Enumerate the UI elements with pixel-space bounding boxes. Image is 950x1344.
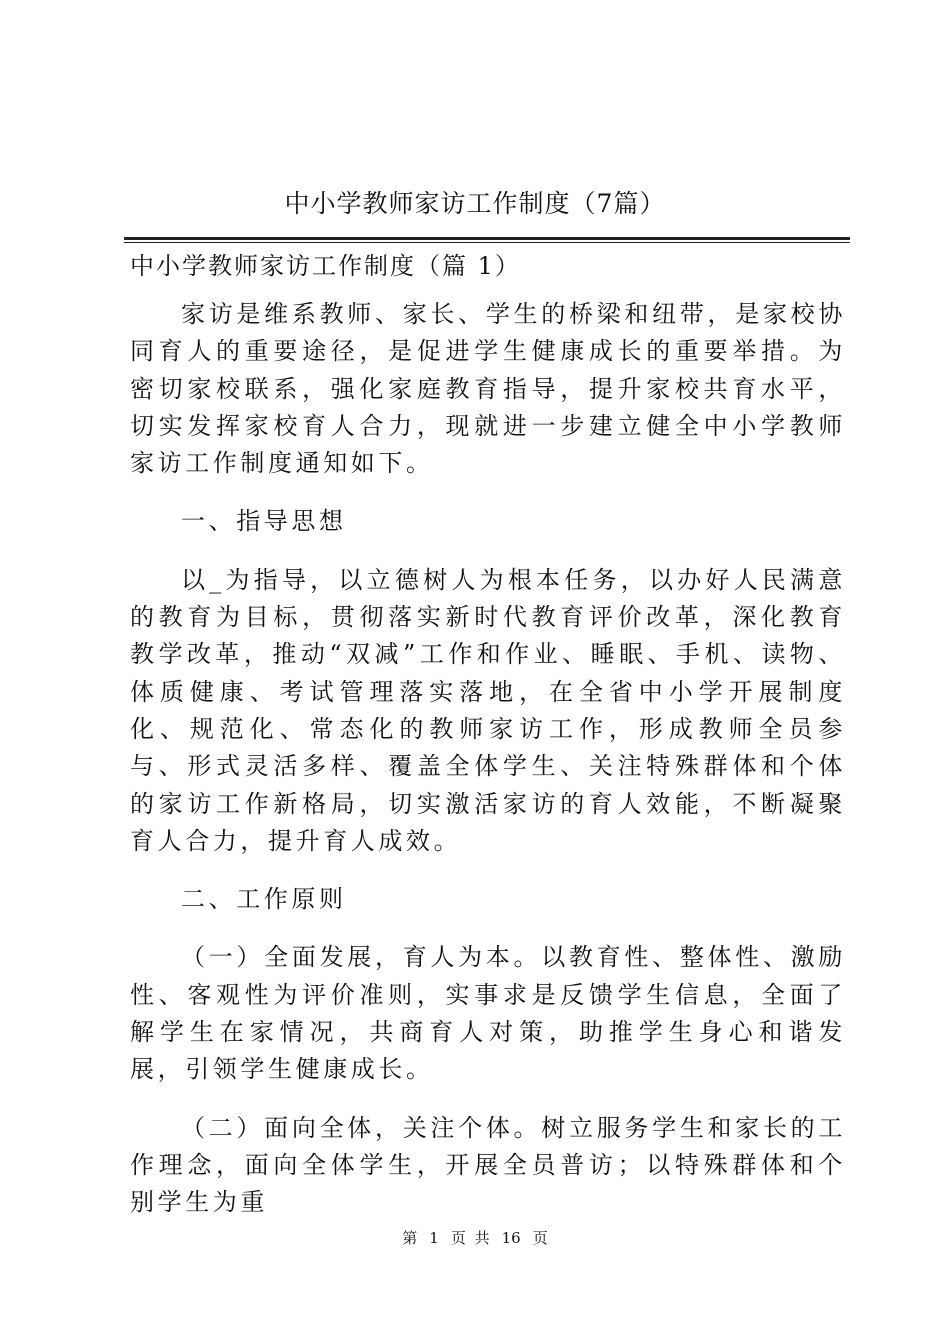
heading-guiding-ideology: 一、指导思想 bbox=[181, 507, 347, 536]
guiding-ideology-paragraph: 以_为指导，以立德树人为根本任务，以办好人民满意的教育为目标，贯彻落实新时代教育评价改革，深化教育教学改革，推动“双减”工作和作业、睡眠、手机、读物、体质健康、考试管理落实落地，在全省中小学开展制度化、规范化、常态化的教师家访工作，形成教师全员参与、形式灵活多样、覆盖全体学生、关注特殊群体和个体的家访工作新格局，切实激活家访的育人效能，不断凝聚育人合力，提升育人成效。 bbox=[130, 565, 846, 855]
title-divider-thick bbox=[124, 237, 850, 240]
principle-one-paragraph: （一）全面发展，育人为本。以教育性、整体性、激励性、客观性为评价准则，实事求是反馈学生信息，全面了解学生在家情况，共商育人对策，助推学生身心和谐发展，引领学生健康成长。 bbox=[130, 943, 846, 1084]
intro-paragraph: 家访是维系教师、家长、学生的桥梁和纽带，是家校协同育人的重要途径，是促进学生健康成长的重要举措。为密切家校联系，强化家庭教育指导，提升家校共育水平，切实发挥家校育人合力，现就进一步建立健全中小学教师家访工作制度通知如下。 bbox=[130, 300, 846, 478]
document-title: 中小学教师家访工作制度（7篇） bbox=[284, 189, 666, 218]
section-heading: 中小学教师家访工作制度（篇 1） bbox=[130, 252, 521, 280]
footer-total-pages: 16 bbox=[501, 1229, 521, 1247]
footer-prefix: 第 bbox=[402, 1229, 418, 1247]
footer-mid: 页 共 bbox=[450, 1229, 490, 1247]
title-divider-thin bbox=[124, 242, 850, 243]
heading-work-principles: 二、工作原则 bbox=[181, 885, 347, 914]
footer-current-page: 1 bbox=[429, 1229, 439, 1247]
page-footer bbox=[0, 1227, 950, 1249]
footer-suffix: 页 bbox=[532, 1229, 548, 1247]
principle-two-paragraph: （二）面向全体，关注个体。树立服务学生和家长的工作理念，面向全体学生，开展全员普访；以特殊群体和个别学生为重 bbox=[130, 1113, 846, 1217]
document-body bbox=[130, 296, 846, 1222]
